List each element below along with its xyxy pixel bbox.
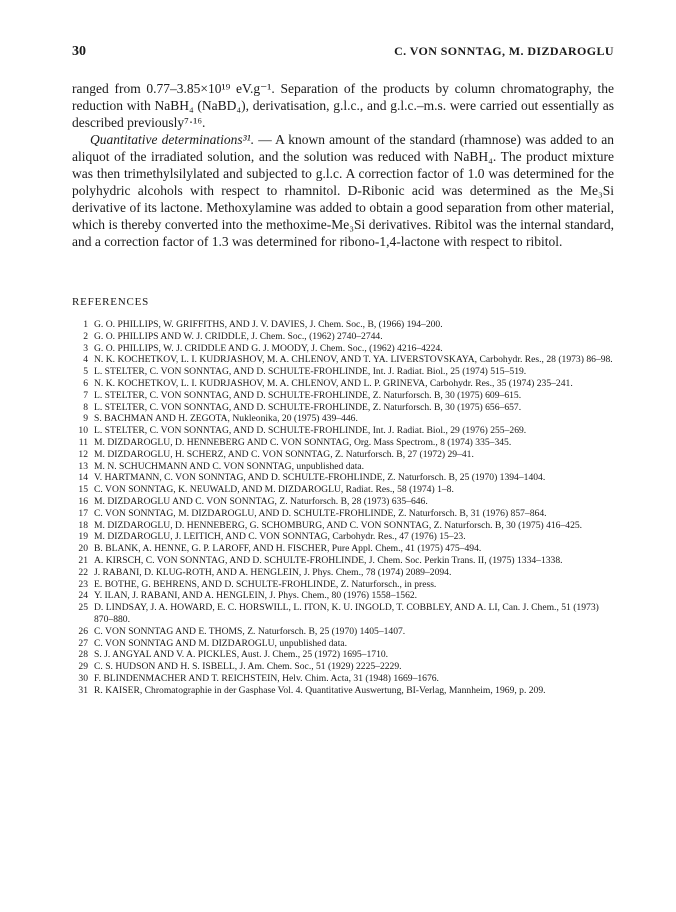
reference-number: 2 <box>83 330 88 342</box>
reference-list <box>72 319 620 697</box>
reference-text: B. BLANK, A. HENNE, G. P. LAROFF, AND H. FISCHER, Pure Appl. Chem., 41 (1975) 475–494. <box>94 543 482 555</box>
reference-item <box>72 543 620 555</box>
body-text <box>72 80 614 250</box>
reference-number: 16 <box>78 495 88 507</box>
reference-text: C. VON SONNTAG AND E. THOMS, Z. Naturforsch. B, 25 (1970) 1405–1407. <box>94 625 406 637</box>
reference-text: S. J. ANGYAL AND V. A. PICKLES, Aust. J. Chem., 25 (1972) 1695–1710. <box>94 649 389 661</box>
reference-number: 7 <box>83 389 88 401</box>
reference-text: V. HARTMANN, C. VON SONNTAG, AND D. SCHULTE-FROHLINDE, Z. Naturforsch. B, 25 (1970) 1394–1404. <box>94 472 546 484</box>
reference-text: Y. ILAN, J. RABANI, AND A. HENGLEIN, J. Phys. Chem., 80 (1976) 1558–1562. <box>94 590 418 602</box>
reference-text: F. BLINDENMACHER AND T. REICHSTEIN, Helv. Chim. Acta, 31 (1948) 1669–1676. <box>94 672 439 684</box>
reference-text: G. O. PHILLIPS AND W. J. CRIDDLE, J. Chem. Soc., (1962) 2740–2744. <box>94 330 383 342</box>
reference-text: R. KAISER, Chromatographie in der Gasphase Vol. 4. Quantitative Auswertung, BI-Verlag, Mannheim, 1969, p. 209. <box>94 684 546 696</box>
running-head: C. VON SONNTAG, M. DIZDAROGLU <box>394 44 614 58</box>
reference-item <box>72 520 620 532</box>
reference-item <box>72 484 620 496</box>
reference-number: 18 <box>78 519 88 531</box>
reference-item <box>72 579 620 591</box>
reference-item <box>72 626 620 638</box>
reference-item <box>72 567 620 579</box>
reference-text: C. VON SONNTAG, K. NEUWALD, AND M. DIZDAROGLU, Radiat. Res., 58 (1974) 1–8. <box>94 484 454 496</box>
reference-number: 29 <box>78 661 88 673</box>
reference-number: 20 <box>78 543 88 555</box>
reference-text: E. BOTHE, G. BEHRENS, AND D. SCHULTE-FROHLINDE, Z. Naturforsch., in press. <box>94 578 437 590</box>
reference-item <box>72 425 620 437</box>
reference-number: 21 <box>78 554 88 566</box>
reference-text: C. VON SONNTAG, M. DIZDAROGLU, AND D. SCHULTE-FROHLINDE, Z. Naturforsch. B, 31 (1976) 857–864. <box>94 507 547 519</box>
reference-text: C. S. HUDSON AND H. S. ISBELL, J. Am. Chem. Soc., 51 (1929) 2225–2229. <box>94 661 402 673</box>
reference-item <box>72 602 620 626</box>
reference-item <box>72 343 620 355</box>
reference-item <box>72 673 620 685</box>
reference-text: N. K. KOCHETKOV, L. I. KUDRJASHOV, M. A. CHLENOV, AND T. YA. LIVERSTOVSKAYA, Carbohydr. Res., 28 (1973) 86–98. <box>94 354 613 366</box>
reference-number: 22 <box>78 566 88 578</box>
reference-text: M. DIZDAROGLU AND C. VON SONNTAG, Z. Naturforsch. B, 28 (1973) 635–646. <box>94 495 428 507</box>
reference-number: 6 <box>83 377 88 389</box>
page-header <box>72 44 614 60</box>
reference-number: 27 <box>78 637 88 649</box>
reference-item <box>72 531 620 543</box>
reference-item <box>72 638 620 650</box>
reference-text: L. STELTER, C. VON SONNTAG, AND D. SCHULTE-FROHLINDE, Z. Naturforsch. B, 30 (1975) 609–615. <box>94 389 522 401</box>
reference-text: G. O. PHILLIPS, W. J. CRIDDLE AND G. J. MOODY, J. Chem. Soc., (1962) 4216–4224. <box>94 342 443 354</box>
reference-number: 23 <box>78 578 88 590</box>
reference-item <box>72 555 620 567</box>
reference-number: 19 <box>78 531 88 543</box>
references-heading: REFERENCES <box>72 296 150 308</box>
reference-number: 26 <box>78 625 88 637</box>
reference-text: L. STELTER, C. VON SONNTAG, AND D. SCHULTE-FROHLINDE, Int. J. Radiat. Biol., 29 (1976) 255–269. <box>94 425 527 437</box>
reference-item <box>72 413 620 425</box>
reference-item <box>72 402 620 414</box>
reference-number: 9 <box>83 413 88 425</box>
reference-item <box>72 366 620 378</box>
reference-text: M. DIZDAROGLU, J. LEITICH, AND C. VON SONNTAG, Carbohydr. Res., 47 (1976) 15–23. <box>94 531 466 543</box>
reference-text: G. O. PHILLIPS, W. GRIFFITHS, AND J. V. DAVIES, J. Chem. Soc., B, (1966) 194–200. <box>94 319 443 330</box>
reference-number: 25 <box>78 602 88 614</box>
reference-text: M. DIZDAROGLU, H. SCHERZ, AND C. VON SONNTAG, Z. Naturforsch. B, 27 (1972) 29–41. <box>94 448 474 460</box>
reference-text: N. K. KOCHETKOV, L. I. KUDRJASHOV, M. A. CHLENOV, AND L. P. GRINEVA, Carbohydr. Res., 35 (1974) 235–241. <box>94 377 573 389</box>
reference-number: 30 <box>78 672 88 684</box>
reference-text: A. KIRSCH, C. VON SONNTAG, AND D. SCHULTE-FROHLINDE, J. Chem. Soc. Perkin Trans. II, (1975) 1334–1338. <box>94 554 563 566</box>
reference-text: D. LINDSAY, J. A. HOWARD, E. C. HORSWILL, L. ITON, K. U. INGOLD, T. COBBLEY, AND A. LI, Can. J. Chem., 51 (1973) 870–880. <box>94 602 599 625</box>
reference-number: 5 <box>83 366 88 378</box>
reference-text: M. N. SCHUCHMANN AND C. VON SONNTAG, unpublished data. <box>94 460 365 472</box>
reference-number: 24 <box>78 590 88 602</box>
reference-item <box>72 496 620 508</box>
reference-number: 11 <box>78 436 88 448</box>
reference-number: 13 <box>78 460 88 472</box>
paragraph-2 <box>72 131 614 250</box>
paragraph-2-text: — A known amount of the standard (rhamnose) was added to an aliquot of the irradiated solution, and the solution was reduced with NaBH₄. The product mixture was then trimethylsilylated and subjected to g.l.c. A correction factor of 1.0 was determined for the polyhydric alcohols with respect to rhamnitol. D-Ribonic acid was determined as the Me₃Si derivative of its lactone. Methoxylamine was added to obtain a good separation from other material, which is thereby converted into the methoxime-Me₃Si derivatives. Ribitol was the internal standard, and a correction factor of 1.3 was determined for ribono-1,4-lactone with respect to ribitol. <box>72 132 614 249</box>
reference-text: C. VON SONNTAG AND M. DIZDAROGLU, unpublished data. <box>94 637 348 649</box>
reference-item <box>72 390 620 402</box>
reference-number: 1 <box>83 319 88 330</box>
reference-number: 28 <box>78 649 88 661</box>
reference-number: 10 <box>78 425 88 437</box>
section-title: Quantitative determinations³¹. <box>90 132 255 147</box>
reference-item <box>72 331 620 343</box>
reference-text: M. DIZDAROGLU, D. HENNEBERG AND C. VON SONNTAG, Org. Mass Spectrom., 8 (1974) 335–345. <box>94 436 512 448</box>
reference-item <box>72 508 620 520</box>
reference-item <box>72 472 620 484</box>
reference-number: 31 <box>78 684 88 696</box>
reference-item <box>72 590 620 602</box>
reference-item <box>72 649 620 661</box>
reference-number: 8 <box>83 401 88 413</box>
reference-text: J. RABANI, D. KLUG-ROTH, AND A. HENGLEIN, J. Phys. Chem., 78 (1974) 2089–2094. <box>94 566 452 578</box>
reference-number: 14 <box>78 472 88 484</box>
reference-number: 12 <box>78 448 88 460</box>
reference-text: S. BACHMAN AND H. ZEGOTA, Nukleonika, 20 (1975) 439–446. <box>94 413 358 425</box>
reference-item <box>72 437 620 449</box>
reference-item <box>72 378 620 390</box>
reference-number: 4 <box>83 354 88 366</box>
paragraph-1: ranged from 0.77–3.85×10¹⁹ eV.g⁻¹. Separation of the products by column chromatography, the reduction with NaBH₄ (NaBD₄), derivatisation, g.l.c., and g.l.c.–m.s. were carried out essentially as described previously⁷·¹⁶. <box>72 81 614 130</box>
reference-text: M. DIZDAROGLU, D. HENNEBERG, G. SCHOMBURG, AND C. VON SONNTAG, Z. Naturforsch. B, 30 (1975) 416–425. <box>94 519 583 531</box>
reference-item <box>72 449 620 461</box>
reference-text: L. STELTER, C. VON SONNTAG, AND D. SCHULTE-FROHLINDE, Z. Naturforsch. B, 30 (1975) 656–657. <box>94 401 522 413</box>
reference-item <box>72 354 620 366</box>
page-number: 30 <box>72 44 86 59</box>
reference-number: 17 <box>78 507 88 519</box>
reference-text: L. STELTER, C. VON SONNTAG, AND D. SCHULTE-FROHLINDE, Int. J. Radiat. Biol., 25 (1974) 515–519. <box>94 366 527 378</box>
reference-item <box>72 461 620 473</box>
reference-item <box>72 685 620 697</box>
reference-number: 15 <box>78 484 88 496</box>
reference-item <box>72 319 620 331</box>
reference-item <box>72 661 620 673</box>
reference-number: 3 <box>83 342 88 354</box>
